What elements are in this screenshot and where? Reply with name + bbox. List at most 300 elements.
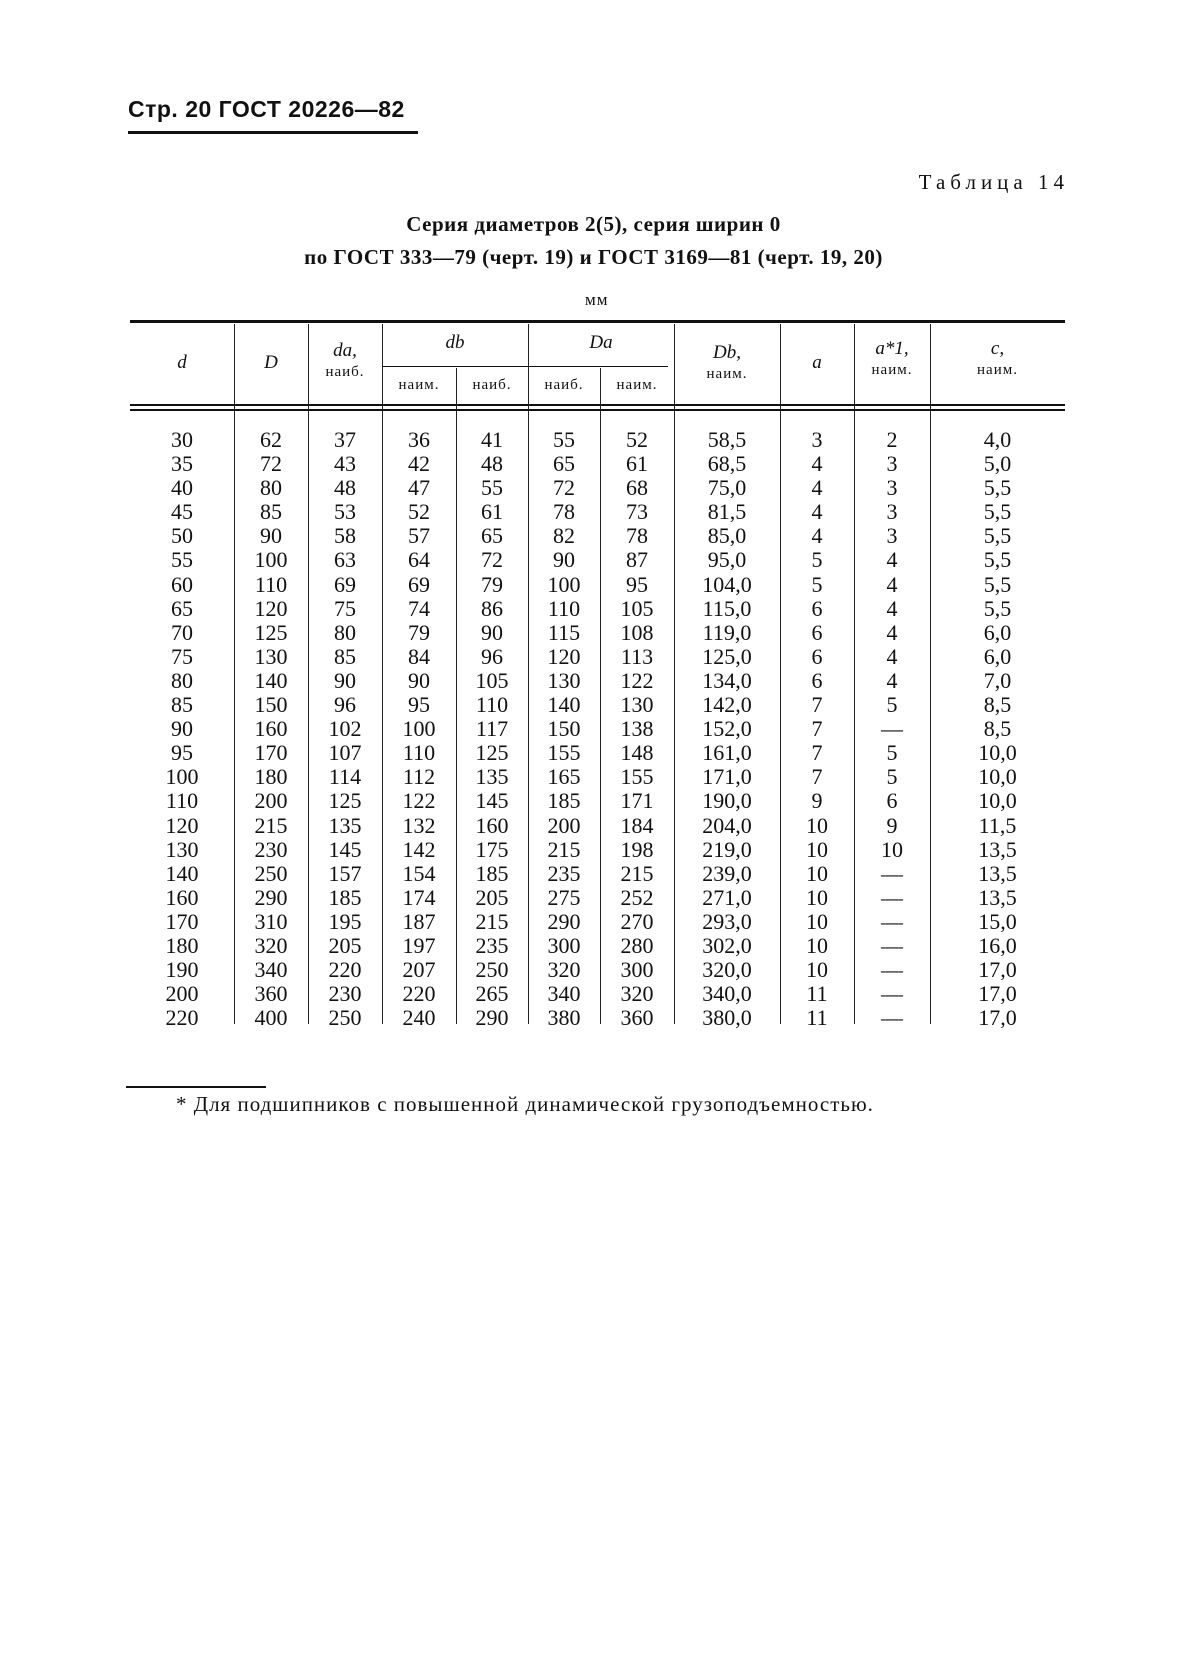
table-cell: 95 — [408, 692, 430, 718]
table-cell: 205 — [328, 932, 362, 958]
table-cell: 5 — [886, 692, 898, 718]
table-cell: 75 — [171, 643, 193, 669]
table-cell: 58,5 — [707, 427, 747, 452]
table-cell: 170 — [165, 908, 199, 934]
table-cell: 150 — [547, 716, 581, 742]
table-cell: 36 — [408, 427, 430, 452]
table-cell: — — [881, 716, 903, 742]
table-top-rule — [130, 320, 1065, 323]
header-a: a — [812, 352, 822, 373]
table-cell: 207 — [402, 957, 436, 983]
table-cell: 220 — [402, 981, 436, 1007]
table-cell: 180 — [254, 764, 288, 790]
header-db-max: наиб. — [472, 377, 512, 393]
table-cell: 195 — [328, 908, 362, 934]
column-Da-max — [528, 428, 600, 1030]
column-Db — [674, 428, 780, 1030]
table-cell: 175 — [475, 836, 509, 862]
table-cell: 6 — [886, 788, 898, 814]
table-cell: 6,0 — [983, 643, 1012, 669]
table-cell: 320 — [254, 932, 288, 958]
table-cell: 61 — [626, 451, 648, 477]
column-a1 — [854, 428, 930, 1030]
table-cell: 219,0 — [702, 836, 752, 862]
table-cell: 215 — [547, 836, 581, 862]
table-cell: 200 — [165, 981, 199, 1007]
table-cell: 4 — [886, 571, 898, 597]
table-cell: 105 — [475, 667, 509, 693]
table-cell: 250 — [328, 1005, 362, 1031]
table-cell: 185 — [547, 788, 581, 814]
table-cell: 112 — [402, 764, 436, 790]
table-cell: 220 — [165, 1005, 199, 1031]
table-cell: 140 — [165, 860, 199, 886]
table-cell: 7 — [811, 740, 823, 766]
table-cell: 100 — [547, 571, 581, 597]
table-cell: 52 — [626, 427, 648, 452]
table-cell: 41 — [481, 427, 503, 452]
table-cell: 340,0 — [702, 981, 752, 1007]
table-cell: 293,0 — [702, 908, 752, 934]
table-cell: 110 — [547, 595, 581, 621]
table-cell: 302,0 — [702, 932, 752, 958]
table-cell: 85 — [260, 499, 282, 525]
header-Db-sub: наим. — [706, 365, 748, 382]
table-cell: 48 — [481, 451, 503, 477]
table-cell: 78 — [626, 523, 648, 549]
table-cell: 340 — [547, 981, 581, 1007]
table-cell: 84 — [408, 643, 430, 669]
table-cell: 68 — [626, 475, 648, 501]
table-cell: 135 — [475, 764, 509, 790]
table-cell: 90 — [481, 619, 503, 645]
table-cell: 90 — [553, 547, 575, 573]
header-d: d — [177, 352, 187, 373]
table-cell: 3 — [811, 427, 823, 452]
table-cell: 10 — [806, 812, 828, 838]
table-cell: 113 — [620, 643, 654, 669]
table-cell: 10,0 — [978, 788, 1017, 814]
table-cell: 120 — [547, 643, 581, 669]
column-Da-min — [600, 428, 674, 1030]
table-cell: 10 — [806, 860, 828, 886]
table-cell: — — [881, 884, 903, 910]
table-cell: 3 — [886, 499, 898, 525]
table-cell: 96 — [334, 692, 356, 718]
table-cell: 275 — [547, 884, 581, 910]
table-cell: 10,0 — [978, 740, 1017, 766]
table-cell: 11,5 — [978, 812, 1017, 838]
table-cell: 75 — [334, 595, 356, 621]
table-cell: 58 — [334, 523, 356, 549]
table-cell: 75,0 — [707, 475, 747, 501]
table-cell: 2 — [886, 427, 898, 452]
table-cell: 42 — [408, 451, 430, 477]
table-cell: 87 — [626, 547, 648, 573]
table-cell: 160 — [254, 716, 288, 742]
table-cell: 235 — [475, 932, 509, 958]
table-cell: 310 — [254, 908, 288, 934]
table-cell: 61 — [481, 499, 503, 525]
table-cell: 80 — [334, 619, 356, 645]
table-cell: 74 — [408, 595, 430, 621]
header-a1-sub: наим. — [871, 361, 913, 378]
table-cell: 60 — [171, 571, 193, 597]
table-label: Таблица 14 — [918, 170, 1069, 194]
table-cell: 72 — [481, 547, 503, 573]
table-cell: 230 — [254, 836, 288, 862]
column-db-min — [382, 428, 456, 1030]
table-cell: 265 — [475, 981, 509, 1007]
table-cell: 15,0 — [978, 908, 1017, 934]
table-cell: 4 — [811, 451, 823, 477]
table-cell: 198 — [620, 836, 654, 862]
table-cell: 174 — [402, 884, 436, 910]
table-cell: 140 — [547, 692, 581, 718]
table-cell: 215 — [475, 908, 509, 934]
table-cell: 240 — [402, 1005, 436, 1031]
table-cell: 5,0 — [983, 451, 1012, 477]
table-cell: 9 — [811, 788, 823, 814]
table-cell: 320 — [620, 981, 654, 1007]
table-cell: 161,0 — [702, 740, 752, 766]
table-cell: 145 — [475, 788, 509, 814]
table-cell: 13,5 — [978, 860, 1017, 886]
column-c — [930, 428, 1065, 1030]
table-cell: 184 — [620, 812, 654, 838]
column-da — [308, 428, 382, 1030]
table-cell: 55 — [481, 475, 503, 501]
table-cell: 380 — [547, 1005, 581, 1031]
table-cell: 185 — [475, 860, 509, 886]
table-cell: 157 — [328, 860, 362, 886]
table-cell: 79 — [481, 571, 503, 597]
table-cell: 53 — [334, 499, 356, 525]
column-db-max — [456, 428, 528, 1030]
table-cell: 65 — [481, 523, 503, 549]
table-cell: 215 — [620, 860, 654, 886]
table-cell: 4,0 — [983, 427, 1012, 452]
table-cell: 239,0 — [702, 860, 752, 886]
header-Db — [674, 342, 780, 383]
table-cell: 4 — [886, 595, 898, 621]
table-cell: 96 — [481, 643, 503, 669]
table-cell: 270 — [620, 908, 654, 934]
table-cell: 152,0 — [702, 716, 752, 742]
table-title-line2: по ГОСТ 333—79 (черт. 19) и ГОСТ 3169—81 (черт. 19, 20) — [304, 245, 883, 269]
table-cell: 4 — [886, 619, 898, 645]
table-cell: 130 — [165, 836, 199, 862]
table-cell: 5,5 — [983, 499, 1012, 525]
table-cell: 117 — [475, 716, 509, 742]
table-cell: 5,5 — [983, 547, 1012, 573]
table-cell: 290 — [254, 884, 288, 910]
table-title-line1: Серия диаметров 2(5), серия ширин 0 — [406, 212, 781, 236]
table-cell: 10 — [806, 908, 828, 934]
table-cell: 205 — [475, 884, 509, 910]
table-cell: 271,0 — [702, 884, 752, 910]
table-cell: 3 — [886, 475, 898, 501]
table-cell: 90 — [260, 523, 282, 549]
table-cell: 72 — [553, 475, 575, 501]
table-cell: 11 — [806, 1005, 828, 1031]
table-cell: 215 — [254, 812, 288, 838]
table-cell: 6 — [811, 643, 823, 669]
table-cell: 80 — [260, 475, 282, 501]
table-cell: 85 — [334, 643, 356, 669]
table-cell: 45 — [171, 499, 193, 525]
table-cell: 197 — [402, 932, 436, 958]
header-Db-symbol: Db, — [713, 342, 741, 363]
table-cell: 52 — [408, 499, 430, 525]
table-cell: 200 — [254, 788, 288, 814]
table-cell: 142,0 — [702, 692, 752, 718]
table-cell: 125 — [328, 788, 362, 814]
header-db: db — [445, 332, 465, 353]
table-cell: 90 — [334, 667, 356, 693]
table-cell: 230 — [328, 981, 362, 1007]
table-cell: 110 — [475, 692, 509, 718]
table-cell: 187 — [402, 908, 436, 934]
header-D: D — [264, 352, 278, 373]
table-cell: 5,5 — [983, 523, 1012, 549]
table-cell: 250 — [475, 957, 509, 983]
table-cell: 86 — [481, 595, 503, 621]
table-cell: 380,0 — [702, 1005, 752, 1031]
units-label: мм — [585, 290, 609, 309]
table-cell: 300 — [620, 957, 654, 983]
header-Da-min: наим. — [616, 377, 658, 393]
table-cell: 65 — [171, 595, 193, 621]
table-cell: 4 — [811, 499, 823, 525]
table-cell: 204,0 — [702, 812, 752, 838]
table-cell: 180 — [165, 932, 199, 958]
table-cell: 7 — [811, 692, 823, 718]
table-cell: 17,0 — [978, 981, 1017, 1007]
table-cell: 6 — [811, 667, 823, 693]
table-cell: 190,0 — [702, 788, 752, 814]
table-cell: 110 — [402, 740, 436, 766]
table-cell: 160 — [475, 812, 509, 838]
header-Da-max: наиб. — [544, 377, 584, 393]
table-cell: 55 — [171, 547, 193, 573]
table-cell: 252 — [620, 884, 654, 910]
table-cell: 135 — [328, 812, 362, 838]
table-cell: 290 — [547, 908, 581, 934]
table-cell: 50 — [171, 523, 193, 549]
table-cell: 155 — [620, 764, 654, 790]
table-cell: 171 — [620, 788, 654, 814]
table-cell: 95,0 — [707, 547, 747, 573]
table-cell: 154 — [402, 860, 436, 886]
table-cell: 17,0 — [978, 957, 1017, 983]
table-cell: 63 — [334, 547, 356, 573]
table-cell: 4 — [886, 643, 898, 669]
table-cell: 5,5 — [983, 595, 1012, 621]
footnote-rule — [126, 1086, 266, 1088]
footnote: * Для подшипников с повышенной динамической грузоподъемностью. — [176, 1092, 874, 1116]
table-cell: 5 — [811, 571, 823, 597]
table-cell: 30 — [171, 427, 193, 452]
table-cell: 125 — [254, 619, 288, 645]
table-cell: 134,0 — [702, 667, 752, 693]
table-cell: 125 — [475, 740, 509, 766]
table-cell: 69 — [334, 571, 356, 597]
table-cell: 4 — [811, 475, 823, 501]
table-cell: 122 — [620, 667, 654, 693]
table-cell: 108 — [620, 619, 654, 645]
table-cell: 5 — [886, 740, 898, 766]
header-da-symbol: dа, — [333, 340, 357, 361]
table-cell: 125,0 — [702, 643, 752, 669]
table-cell: 90 — [171, 716, 193, 742]
table-cell: 82 — [553, 523, 575, 549]
page-header: Стр. 20 ГОСТ 20226—82 — [128, 96, 405, 122]
table-cell: 95 — [171, 740, 193, 766]
table-cell: — — [881, 908, 903, 934]
table-cell: 64 — [408, 547, 430, 573]
table-cell: 8,5 — [983, 692, 1012, 718]
table-cell: 5 — [811, 547, 823, 573]
table-cell: 10 — [806, 932, 828, 958]
table-cell: 37 — [334, 427, 356, 452]
table-cell: 110 — [165, 788, 199, 814]
table-cell: 70 — [171, 619, 193, 645]
table-cell: — — [881, 957, 903, 983]
table-cell: — — [881, 981, 903, 1007]
table-cell: 340 — [254, 957, 288, 983]
table-cell: 6 — [811, 595, 823, 621]
header-db-min: наим. — [398, 377, 440, 393]
table-cell: 10 — [881, 836, 903, 862]
table-cell: 4 — [886, 547, 898, 573]
header-da-sub: наиб. — [325, 363, 365, 380]
dimensions-table — [130, 320, 1065, 1050]
table-cell: 200 — [547, 812, 581, 838]
table-cell: 8,5 — [983, 716, 1012, 742]
table-cell: 160 — [165, 884, 199, 910]
table-cell: 10 — [806, 836, 828, 862]
da-group-rule — [528, 366, 668, 367]
table-cell: 85,0 — [707, 523, 747, 549]
table-cell: 10 — [806, 957, 828, 983]
table-cell: 5,5 — [983, 475, 1012, 501]
table-cell: 40 — [171, 475, 193, 501]
table-cell: 100 — [402, 716, 436, 742]
table-cell: 62 — [260, 427, 282, 452]
table-cell: 3 — [886, 451, 898, 477]
table-cell: 43 — [334, 451, 356, 477]
table-cell: 13,5 — [978, 884, 1017, 910]
table-cell: 35 — [171, 451, 193, 477]
table-cell: 72 — [260, 451, 282, 477]
table-cell: 110 — [254, 571, 288, 597]
table-cell: 115 — [547, 619, 581, 645]
table-cell: 10,0 — [978, 764, 1017, 790]
table-cell: 5 — [886, 764, 898, 790]
column-a — [780, 428, 854, 1030]
table-cell: 68,5 — [707, 451, 747, 477]
table-cell: 320,0 — [702, 957, 752, 983]
table-cell: 10 — [806, 884, 828, 910]
table-cell: 95 — [626, 571, 648, 597]
table-cell: 142 — [402, 836, 436, 862]
table-cell: 148 — [620, 740, 654, 766]
table-cell: 140 — [254, 667, 288, 693]
table-cell: 235 — [547, 860, 581, 886]
table-cell: 7 — [811, 716, 823, 742]
header-a1-symbol: a*1, — [875, 338, 909, 359]
header-bottom-rule — [130, 404, 1065, 406]
table-cell: 155 — [547, 740, 581, 766]
column-D — [234, 428, 308, 1030]
table-cell: 250 — [254, 860, 288, 886]
table-cell: 100 — [254, 547, 288, 573]
table-cell: 85 — [171, 692, 193, 718]
header-bottom-rule-2 — [130, 409, 1065, 411]
table-cell: 65 — [553, 451, 575, 477]
table-cell: 90 — [408, 667, 430, 693]
table-cell: 9 — [886, 812, 898, 838]
table-cell: 11 — [806, 981, 828, 1007]
table-cell: 57 — [408, 523, 430, 549]
table-cell: 107 — [328, 740, 362, 766]
table-cell: 16,0 — [978, 932, 1017, 958]
table-cell: 81,5 — [707, 499, 747, 525]
column-d — [130, 428, 234, 1030]
table-cell: 190 — [165, 957, 199, 983]
table-cell: 3 — [886, 523, 898, 549]
table-cell: 79 — [408, 619, 430, 645]
table-cell: — — [881, 860, 903, 886]
table-cell: 360 — [254, 981, 288, 1007]
table-cell: 6 — [811, 619, 823, 645]
table-cell: 145 — [328, 836, 362, 862]
table-cell: 138 — [620, 716, 654, 742]
table-cell: 130 — [254, 643, 288, 669]
table-cell: 360 — [620, 1005, 654, 1031]
table-cell: 130 — [620, 692, 654, 718]
table-cell: 5,5 — [983, 571, 1012, 597]
table-cell: — — [881, 932, 903, 958]
table-cell: 185 — [328, 884, 362, 910]
table-cell: 115,0 — [702, 595, 752, 621]
table-cell: 4 — [811, 523, 823, 549]
table-cell: 114 — [328, 764, 362, 790]
table-cell: 165 — [547, 764, 581, 790]
table-cell: 320 — [547, 957, 581, 983]
table-cell: 400 — [254, 1005, 288, 1031]
header-c — [930, 338, 1065, 379]
header-c-symbol: c, — [990, 338, 1005, 359]
table-cell: 6,0 — [983, 619, 1012, 645]
table-cell: 300 — [547, 932, 581, 958]
table-cell: 150 — [254, 692, 288, 718]
table-cell: 280 — [620, 932, 654, 958]
header-Da: Dа — [589, 332, 613, 353]
table-cell: 290 — [475, 1005, 509, 1031]
table-cell: 130 — [547, 667, 581, 693]
table-cell: 17,0 — [978, 1005, 1017, 1031]
table-cell: 119,0 — [702, 619, 752, 645]
table-cell: 102 — [328, 716, 362, 742]
table-cell: 73 — [626, 499, 648, 525]
table-cell: 69 — [408, 571, 430, 597]
table-cell: — — [881, 1005, 903, 1031]
header-a1 — [854, 338, 930, 379]
table-cell: 122 — [402, 788, 436, 814]
table-cell: 78 — [553, 499, 575, 525]
